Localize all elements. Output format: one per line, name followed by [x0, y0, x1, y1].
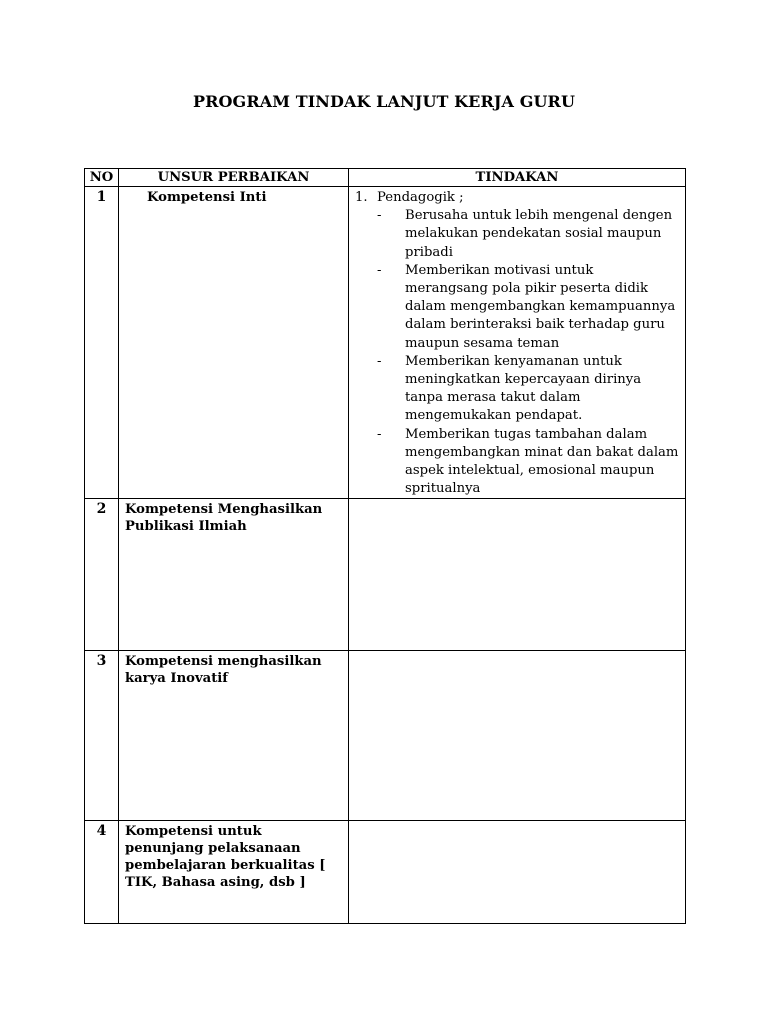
table-row	[85, 821, 686, 924]
row-unsur: Kompetensi menghasilkan karya Inovatif	[119, 651, 349, 821]
row-unsur: Kompetensi untuk penunjang pelaksanaan pembelajaran berkualitas [ TIK, Bahasa asing, dsb ]	[119, 821, 349, 924]
list-item-text: Berusaha untuk lebih mengenal dengen melakukan pendekatan sosial maupun pribadi	[405, 208, 673, 260]
row-number: 1	[85, 187, 119, 499]
row-tindakan	[349, 499, 686, 651]
dash-bullet: -	[377, 262, 382, 278]
table-row	[85, 499, 686, 651]
list-item-text: Memberikan tugas tambahan dalam mengembangkan minat dan bakat dalam aspek intelektual, emosional maupun spritualnya	[405, 426, 679, 497]
table-row	[85, 651, 686, 821]
row-number: 3	[85, 651, 119, 821]
table-row	[85, 187, 686, 499]
list-item	[377, 207, 679, 262]
row-tindakan	[349, 187, 686, 499]
follow-up-table	[84, 168, 686, 924]
header-tindakan: TINDAKAN	[349, 169, 686, 187]
tindakan-list	[355, 207, 679, 498]
row-tindakan	[349, 651, 686, 821]
dash-bullet: -	[377, 353, 382, 369]
row-unsur: Kompetensi Menghasilkan Publikasi Ilmiah	[119, 499, 349, 651]
header-no: NO	[85, 169, 119, 187]
row-number: 2	[85, 499, 119, 651]
list-item	[377, 353, 679, 426]
row-tindakan	[349, 821, 686, 924]
dash-bullet: -	[377, 426, 382, 442]
dash-bullet: -	[377, 208, 382, 224]
list-item	[377, 426, 679, 499]
tindakan-heading	[355, 189, 679, 207]
tindakan-heading-text: Pendagogik ;	[377, 190, 464, 205]
row-unsur: Kompetensi Inti	[119, 187, 349, 499]
table-header-row	[85, 169, 686, 187]
list-item-text: Memberikan kenyamanan untuk meningkatkan kepercayaan dirinya tanpa merasa takut dalam mengemukakan pendapat.	[405, 353, 642, 424]
list-item	[377, 262, 679, 353]
list-item-text: Memberikan motivasi untuk merangsang pola pikir peserta didik dalam mengembangkan kemampuannya dalam berinteraksi baik terhadap guru maupun sesama teman	[405, 262, 676, 351]
document-title: PROGRAM TINDAK LANJUT KERJA GURU	[192, 92, 575, 111]
row-number: 4	[85, 821, 119, 924]
tindakan-heading-number: 1.	[355, 190, 368, 205]
header-unsur-perbaikan: UNSUR PERBAIKAN	[119, 169, 349, 187]
